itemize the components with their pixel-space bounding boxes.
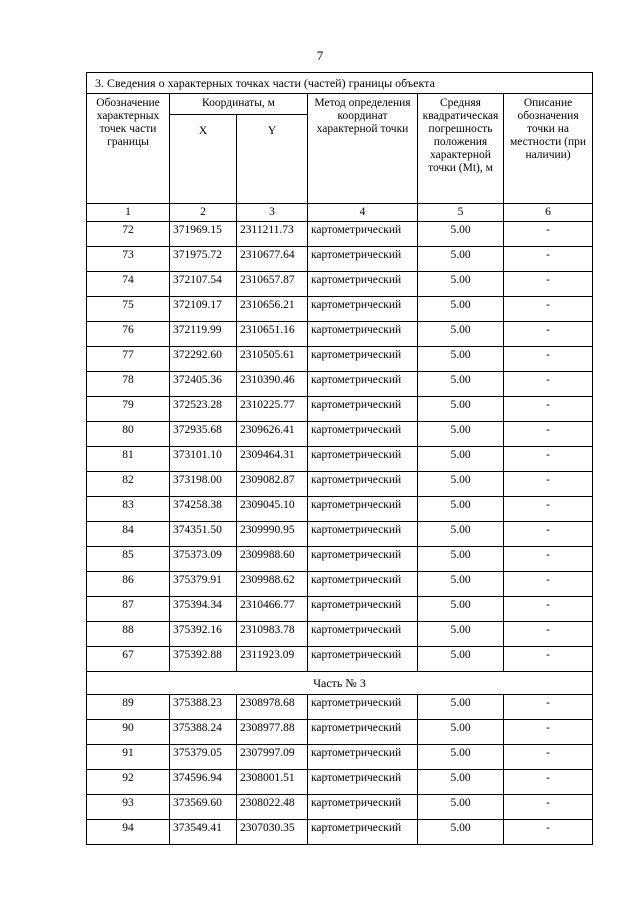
description-cell: - (504, 622, 593, 647)
y-coordinate-cell: 2309626.41 (237, 422, 308, 447)
x-coordinate-cell: 373198.00 (170, 472, 237, 497)
method-cell: картометрический (308, 597, 418, 622)
header-method: Метод определения координат характерной точки (308, 94, 418, 204)
x-coordinate-cell: 372107.54 (170, 272, 237, 297)
point-cell: 88 (87, 622, 170, 647)
error-cell: 5.00 (418, 745, 504, 770)
table-row (87, 770, 593, 795)
error-cell: 5.00 (418, 820, 504, 845)
description-cell: - (504, 572, 593, 597)
error-cell: 5.00 (418, 297, 504, 322)
method-cell: картометрический (308, 547, 418, 572)
x-coordinate-cell: 375379.91 (170, 572, 237, 597)
error-cell: 5.00 (418, 572, 504, 597)
method-cell: картометрический (308, 795, 418, 820)
point-cell: 73 (87, 247, 170, 272)
header-point: Обозначение характерных точек части границы (87, 94, 170, 204)
method-cell: картометрический (308, 347, 418, 372)
x-coordinate-cell: 375379.05 (170, 745, 237, 770)
description-cell: - (504, 522, 593, 547)
method-cell: картометрический (308, 695, 418, 720)
point-cell: 67 (87, 647, 170, 672)
x-coordinate-cell: 373569.60 (170, 795, 237, 820)
x-coordinate-cell: 375394.34 (170, 597, 237, 622)
point-cell: 87 (87, 597, 170, 622)
point-cell: 72 (87, 222, 170, 247)
table-row (87, 347, 593, 372)
table-row (87, 647, 593, 672)
error-cell: 5.00 (418, 597, 504, 622)
table-row (87, 297, 593, 322)
y-coordinate-cell: 2307997.09 (237, 745, 308, 770)
header-coords: Координаты, м (170, 94, 308, 115)
description-cell: - (504, 745, 593, 770)
method-cell: картометрический (308, 297, 418, 322)
y-coordinate-cell: 2308022.48 (237, 795, 308, 820)
table-row (87, 622, 593, 647)
point-cell: 90 (87, 720, 170, 745)
point-cell: 83 (87, 497, 170, 522)
x-coordinate-cell: 374258.38 (170, 497, 237, 522)
table-row (87, 572, 593, 597)
column-number: 1 (87, 204, 170, 222)
method-cell: картометрический (308, 522, 418, 547)
y-coordinate-cell: 2310651.16 (237, 322, 308, 347)
error-cell: 5.00 (418, 222, 504, 247)
point-cell: 80 (87, 422, 170, 447)
part-label: Часть № 3 (87, 672, 593, 695)
header-row-1 (87, 94, 593, 115)
section-title-row (87, 73, 593, 94)
point-cell: 81 (87, 447, 170, 472)
error-cell: 5.00 (418, 795, 504, 820)
table-row (87, 472, 593, 497)
y-coordinate-cell: 2310677.64 (237, 247, 308, 272)
description-cell: - (504, 597, 593, 622)
description-cell: - (504, 447, 593, 472)
y-coordinate-cell: 2310983.78 (237, 622, 308, 647)
method-cell: картометрический (308, 372, 418, 397)
error-cell: 5.00 (418, 497, 504, 522)
column-number: 3 (237, 204, 308, 222)
x-coordinate-cell: 374351.50 (170, 522, 237, 547)
method-cell: картометрический (308, 497, 418, 522)
point-cell: 74 (87, 272, 170, 297)
error-cell: 5.00 (418, 547, 504, 572)
table-row (87, 597, 593, 622)
description-cell: - (504, 272, 593, 297)
y-coordinate-cell: 2311923.09 (237, 647, 308, 672)
method-cell: картометрический (308, 447, 418, 472)
error-cell: 5.00 (418, 522, 504, 547)
description-cell: - (504, 472, 593, 497)
header-y: Y (237, 115, 308, 204)
description-cell: - (504, 497, 593, 522)
table-row (87, 547, 593, 572)
method-cell: картометрический (308, 472, 418, 497)
table-body (87, 73, 593, 845)
y-coordinate-cell: 2310466.77 (237, 597, 308, 622)
y-coordinate-cell: 2308977.88 (237, 720, 308, 745)
table-row (87, 247, 593, 272)
column-numbers-row (87, 204, 593, 222)
y-coordinate-cell: 2311211.73 (237, 222, 308, 247)
method-cell: картометрический (308, 745, 418, 770)
description-cell: - (504, 820, 593, 845)
x-coordinate-cell: 372292.60 (170, 347, 237, 372)
point-cell: 75 (87, 297, 170, 322)
table-row (87, 497, 593, 522)
table-row (87, 447, 593, 472)
error-cell: 5.00 (418, 770, 504, 795)
table-row (87, 372, 593, 397)
description-cell: - (504, 770, 593, 795)
column-number: 2 (170, 204, 237, 222)
y-coordinate-cell: 2309988.60 (237, 547, 308, 572)
table-row (87, 272, 593, 297)
y-coordinate-cell: 2310390.46 (237, 372, 308, 397)
part-separator-row (87, 672, 593, 695)
point-cell: 76 (87, 322, 170, 347)
method-cell: картометрический (308, 770, 418, 795)
column-number: 5 (418, 204, 504, 222)
y-coordinate-cell: 2309990.95 (237, 522, 308, 547)
table-row (87, 422, 593, 447)
x-coordinate-cell: 374596.94 (170, 770, 237, 795)
y-coordinate-cell: 2309988.62 (237, 572, 308, 597)
y-coordinate-cell: 2308978.68 (237, 695, 308, 720)
point-cell: 89 (87, 695, 170, 720)
description-cell: - (504, 695, 593, 720)
y-coordinate-cell: 2307030.35 (237, 820, 308, 845)
error-cell: 5.00 (418, 372, 504, 397)
method-cell: картометрический (308, 720, 418, 745)
error-cell: 5.00 (418, 397, 504, 422)
x-coordinate-cell: 372109.17 (170, 297, 237, 322)
point-cell: 79 (87, 397, 170, 422)
description-cell: - (504, 372, 593, 397)
y-coordinate-cell: 2309082.87 (237, 472, 308, 497)
error-cell: 5.00 (418, 422, 504, 447)
method-cell: картометрический (308, 247, 418, 272)
x-coordinate-cell: 375392.88 (170, 647, 237, 672)
y-coordinate-cell: 2308001.51 (237, 770, 308, 795)
table-row (87, 222, 593, 247)
point-cell: 94 (87, 820, 170, 845)
error-cell: 5.00 (418, 322, 504, 347)
description-cell: - (504, 347, 593, 372)
x-coordinate-cell: 373101.10 (170, 447, 237, 472)
table-row (87, 522, 593, 547)
description-cell: - (504, 322, 593, 347)
x-coordinate-cell: 375392.16 (170, 622, 237, 647)
description-cell: - (504, 547, 593, 572)
point-cell: 84 (87, 522, 170, 547)
table-row (87, 695, 593, 720)
method-cell: картометрический (308, 422, 418, 447)
x-coordinate-cell: 375373.09 (170, 547, 237, 572)
y-coordinate-cell: 2309045.10 (237, 497, 308, 522)
error-cell: 5.00 (418, 272, 504, 297)
x-coordinate-cell: 371975.72 (170, 247, 237, 272)
x-coordinate-cell: 372119.99 (170, 322, 237, 347)
x-coordinate-cell: 375388.24 (170, 720, 237, 745)
y-coordinate-cell: 2310656.21 (237, 297, 308, 322)
point-cell: 82 (87, 472, 170, 497)
method-cell: картометрический (308, 820, 418, 845)
table-row (87, 745, 593, 770)
error-cell: 5.00 (418, 347, 504, 372)
description-cell: - (504, 647, 593, 672)
column-number: 4 (308, 204, 418, 222)
method-cell: картометрический (308, 572, 418, 597)
table-row (87, 720, 593, 745)
description-cell: - (504, 422, 593, 447)
description-cell: - (504, 720, 593, 745)
method-cell: картометрический (308, 397, 418, 422)
point-cell: 77 (87, 347, 170, 372)
section-title: 3. Сведения о характерных точках части (частей) границы объекта (87, 73, 593, 94)
error-cell: 5.00 (418, 720, 504, 745)
x-coordinate-cell: 372405.36 (170, 372, 237, 397)
method-cell: картометрический (308, 622, 418, 647)
error-cell: 5.00 (418, 247, 504, 272)
method-cell: картометрический (308, 647, 418, 672)
y-coordinate-cell: 2310505.61 (237, 347, 308, 372)
x-coordinate-cell: 371969.15 (170, 222, 237, 247)
header-x: X (170, 115, 237, 204)
y-coordinate-cell: 2310225.77 (237, 397, 308, 422)
x-coordinate-cell: 373549.41 (170, 820, 237, 845)
point-cell: 92 (87, 770, 170, 795)
table-row (87, 795, 593, 820)
page-number: 7 (316, 48, 324, 63)
description-cell: - (504, 297, 593, 322)
point-cell: 85 (87, 547, 170, 572)
point-cell: 86 (87, 572, 170, 597)
method-cell: картометрический (308, 222, 418, 247)
y-coordinate-cell: 2310657.87 (237, 272, 308, 297)
error-cell: 5.00 (418, 447, 504, 472)
header-description: Описание обозначения точки на местности (при наличии) (504, 94, 593, 204)
method-cell: картометрический (308, 322, 418, 347)
error-cell: 5.00 (418, 472, 504, 497)
y-coordinate-cell: 2309464.31 (237, 447, 308, 472)
table-row (87, 820, 593, 845)
error-cell: 5.00 (418, 695, 504, 720)
x-coordinate-cell: 372935.68 (170, 422, 237, 447)
point-cell: 93 (87, 795, 170, 820)
description-cell: - (504, 397, 593, 422)
column-number: 6 (504, 204, 593, 222)
x-coordinate-cell: 375388.23 (170, 695, 237, 720)
error-cell: 5.00 (418, 647, 504, 672)
header-error: Средняя квадратическая погрешность положения характерной точки (Mt), м (418, 94, 504, 204)
description-cell: - (504, 222, 593, 247)
method-cell: картометрический (308, 272, 418, 297)
x-coordinate-cell: 372523.28 (170, 397, 237, 422)
description-cell: - (504, 795, 593, 820)
table-row (87, 397, 593, 422)
error-cell: 5.00 (418, 622, 504, 647)
table-row (87, 322, 593, 347)
point-cell: 78 (87, 372, 170, 397)
description-cell: - (504, 247, 593, 272)
point-cell: 91 (87, 745, 170, 770)
boundary-points-table (86, 72, 593, 845)
